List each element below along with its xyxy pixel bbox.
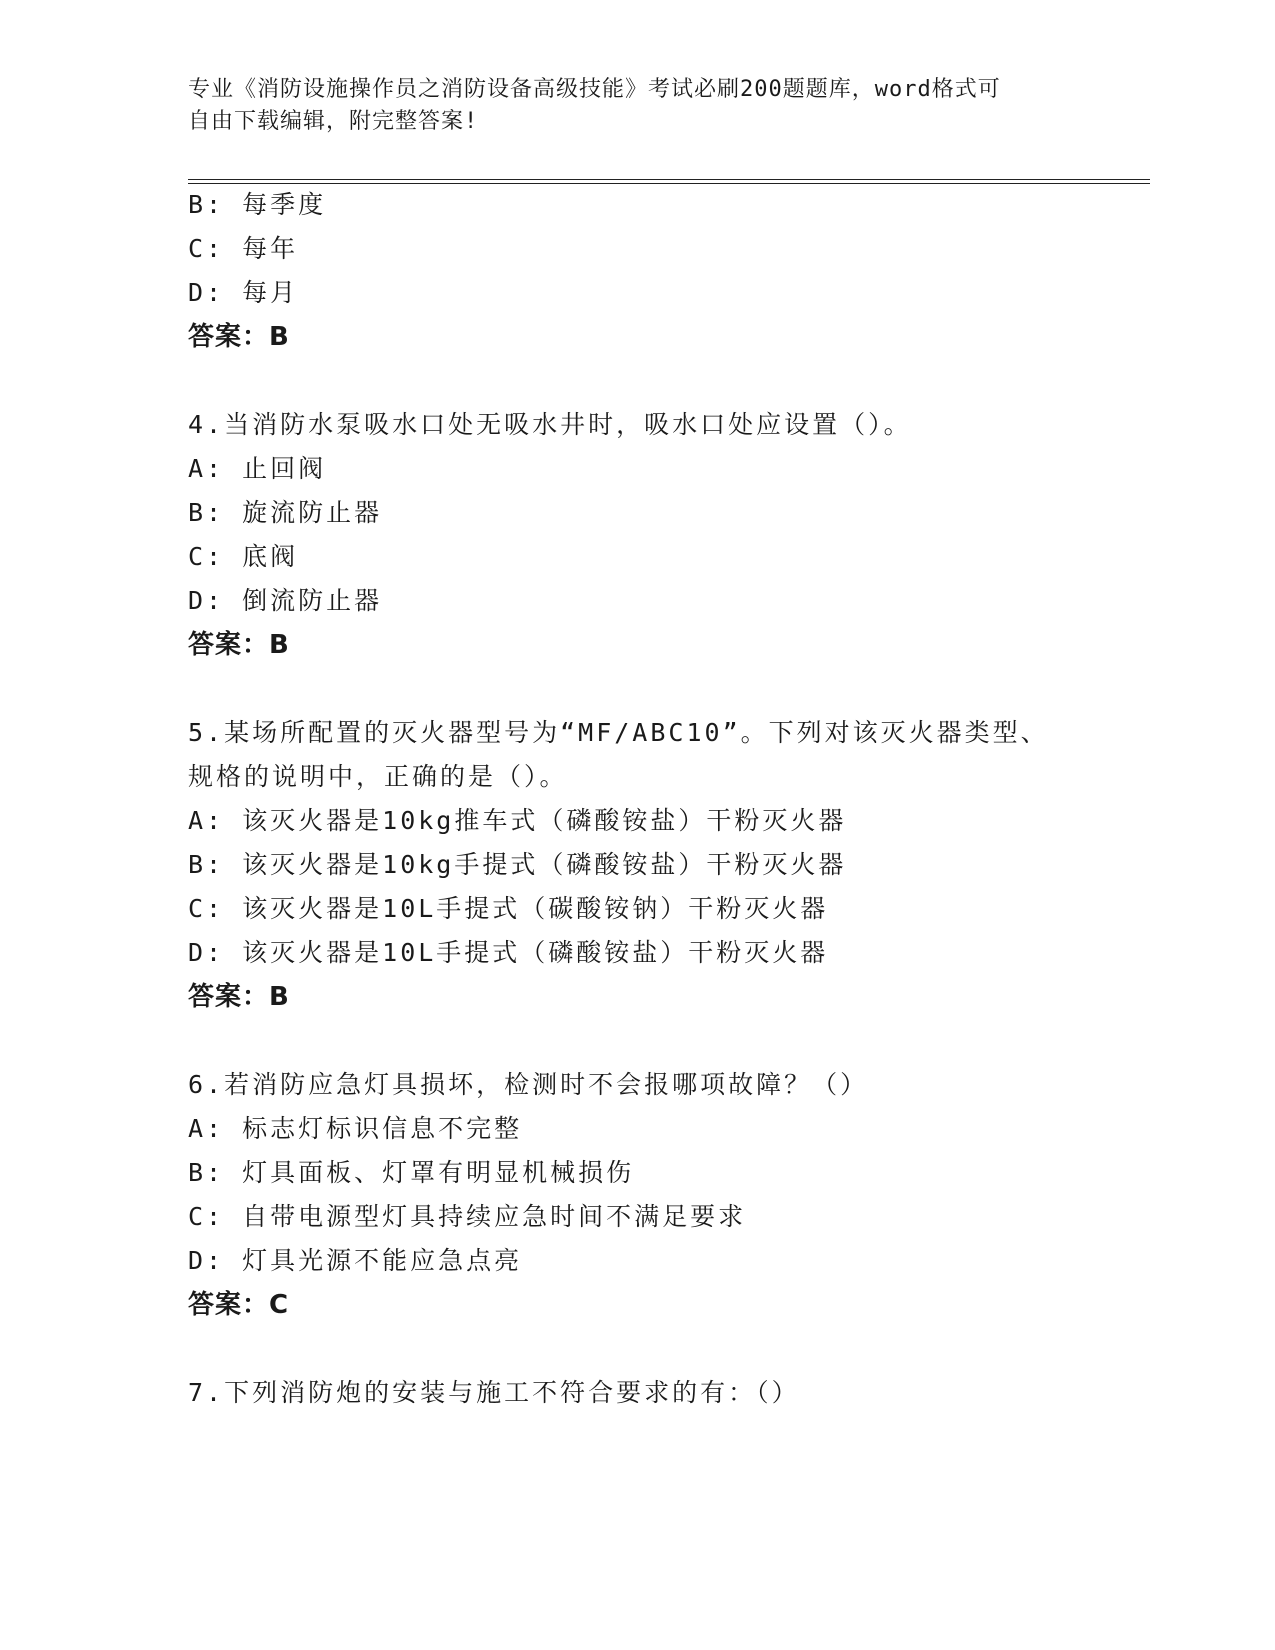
q5-option-d: D: 该灭火器是10L手提式（磷酸铵盐）干粉灭火器 [188,938,829,967]
q5-option-b: B: 该灭火器是10kg手提式（磷酸铵盐）干粉灭火器 [188,850,847,879]
q5-stem-line-2: 规格的说明中，正确的是（）。 [188,762,568,791]
q6-answer: 答案：C [188,1290,290,1320]
header-rule-top [188,179,1150,180]
q7-stem: 7.下列消防炮的安装与施工不符合要求的有：（） [188,1378,800,1407]
header-line-2: 自由下载编辑，附完整答案! [188,109,479,134]
header-rule-bottom [188,183,1150,184]
q4-answer: 答案：B [188,630,290,660]
q6-option-a: A: 标志灯标识信息不完整 [188,1114,523,1143]
q3-option-c: C: 每年 [188,234,299,263]
q5-option-a: A: 该灭火器是10kg推车式（磷酸铵盐）干粉灭火器 [188,806,847,835]
q3-option-b: B: 每季度 [188,190,327,219]
q6-option-d: D: 灯具光源不能应急点亮 [188,1246,523,1275]
header-line-1: 专业《消防设施操作员之消防设备高级技能》考试必刷200题题库，word格式可 [188,77,1001,102]
q4-option-a: A: 止回阀 [188,454,327,483]
q4-option-c: C: 底阀 [188,542,299,571]
q3-answer: 答案：B [188,322,290,352]
q5-option-c: C: 该灭火器是10L手提式（碳酸铵钠）干粉灭火器 [188,894,829,923]
q4-stem: 4.当消防水泵吸水口处无吸水井时，吸水口处应设置（）。 [188,410,912,439]
q3-option-d: D: 每月 [188,278,299,307]
document-header [188,74,1088,138]
q6-stem: 6.若消防应急灯具损坏，检测时不会报哪项故障？（） [188,1070,869,1099]
q4-option-b: B: 旋流防止器 [188,498,383,527]
q5-answer: 答案：B [188,982,290,1012]
q6-option-b: B: 灯具面板、灯罩有明显机械损伤 [188,1158,635,1187]
q5-stem-line-1: 5.某场所配置的灭火器型号为“MF/ABC10”。下列对该灭火器类型、 [188,718,1049,747]
q4-option-d: D: 倒流防止器 [188,586,383,615]
q6-option-c: C: 自带电源型灯具持续应急时间不满足要求 [188,1202,747,1231]
